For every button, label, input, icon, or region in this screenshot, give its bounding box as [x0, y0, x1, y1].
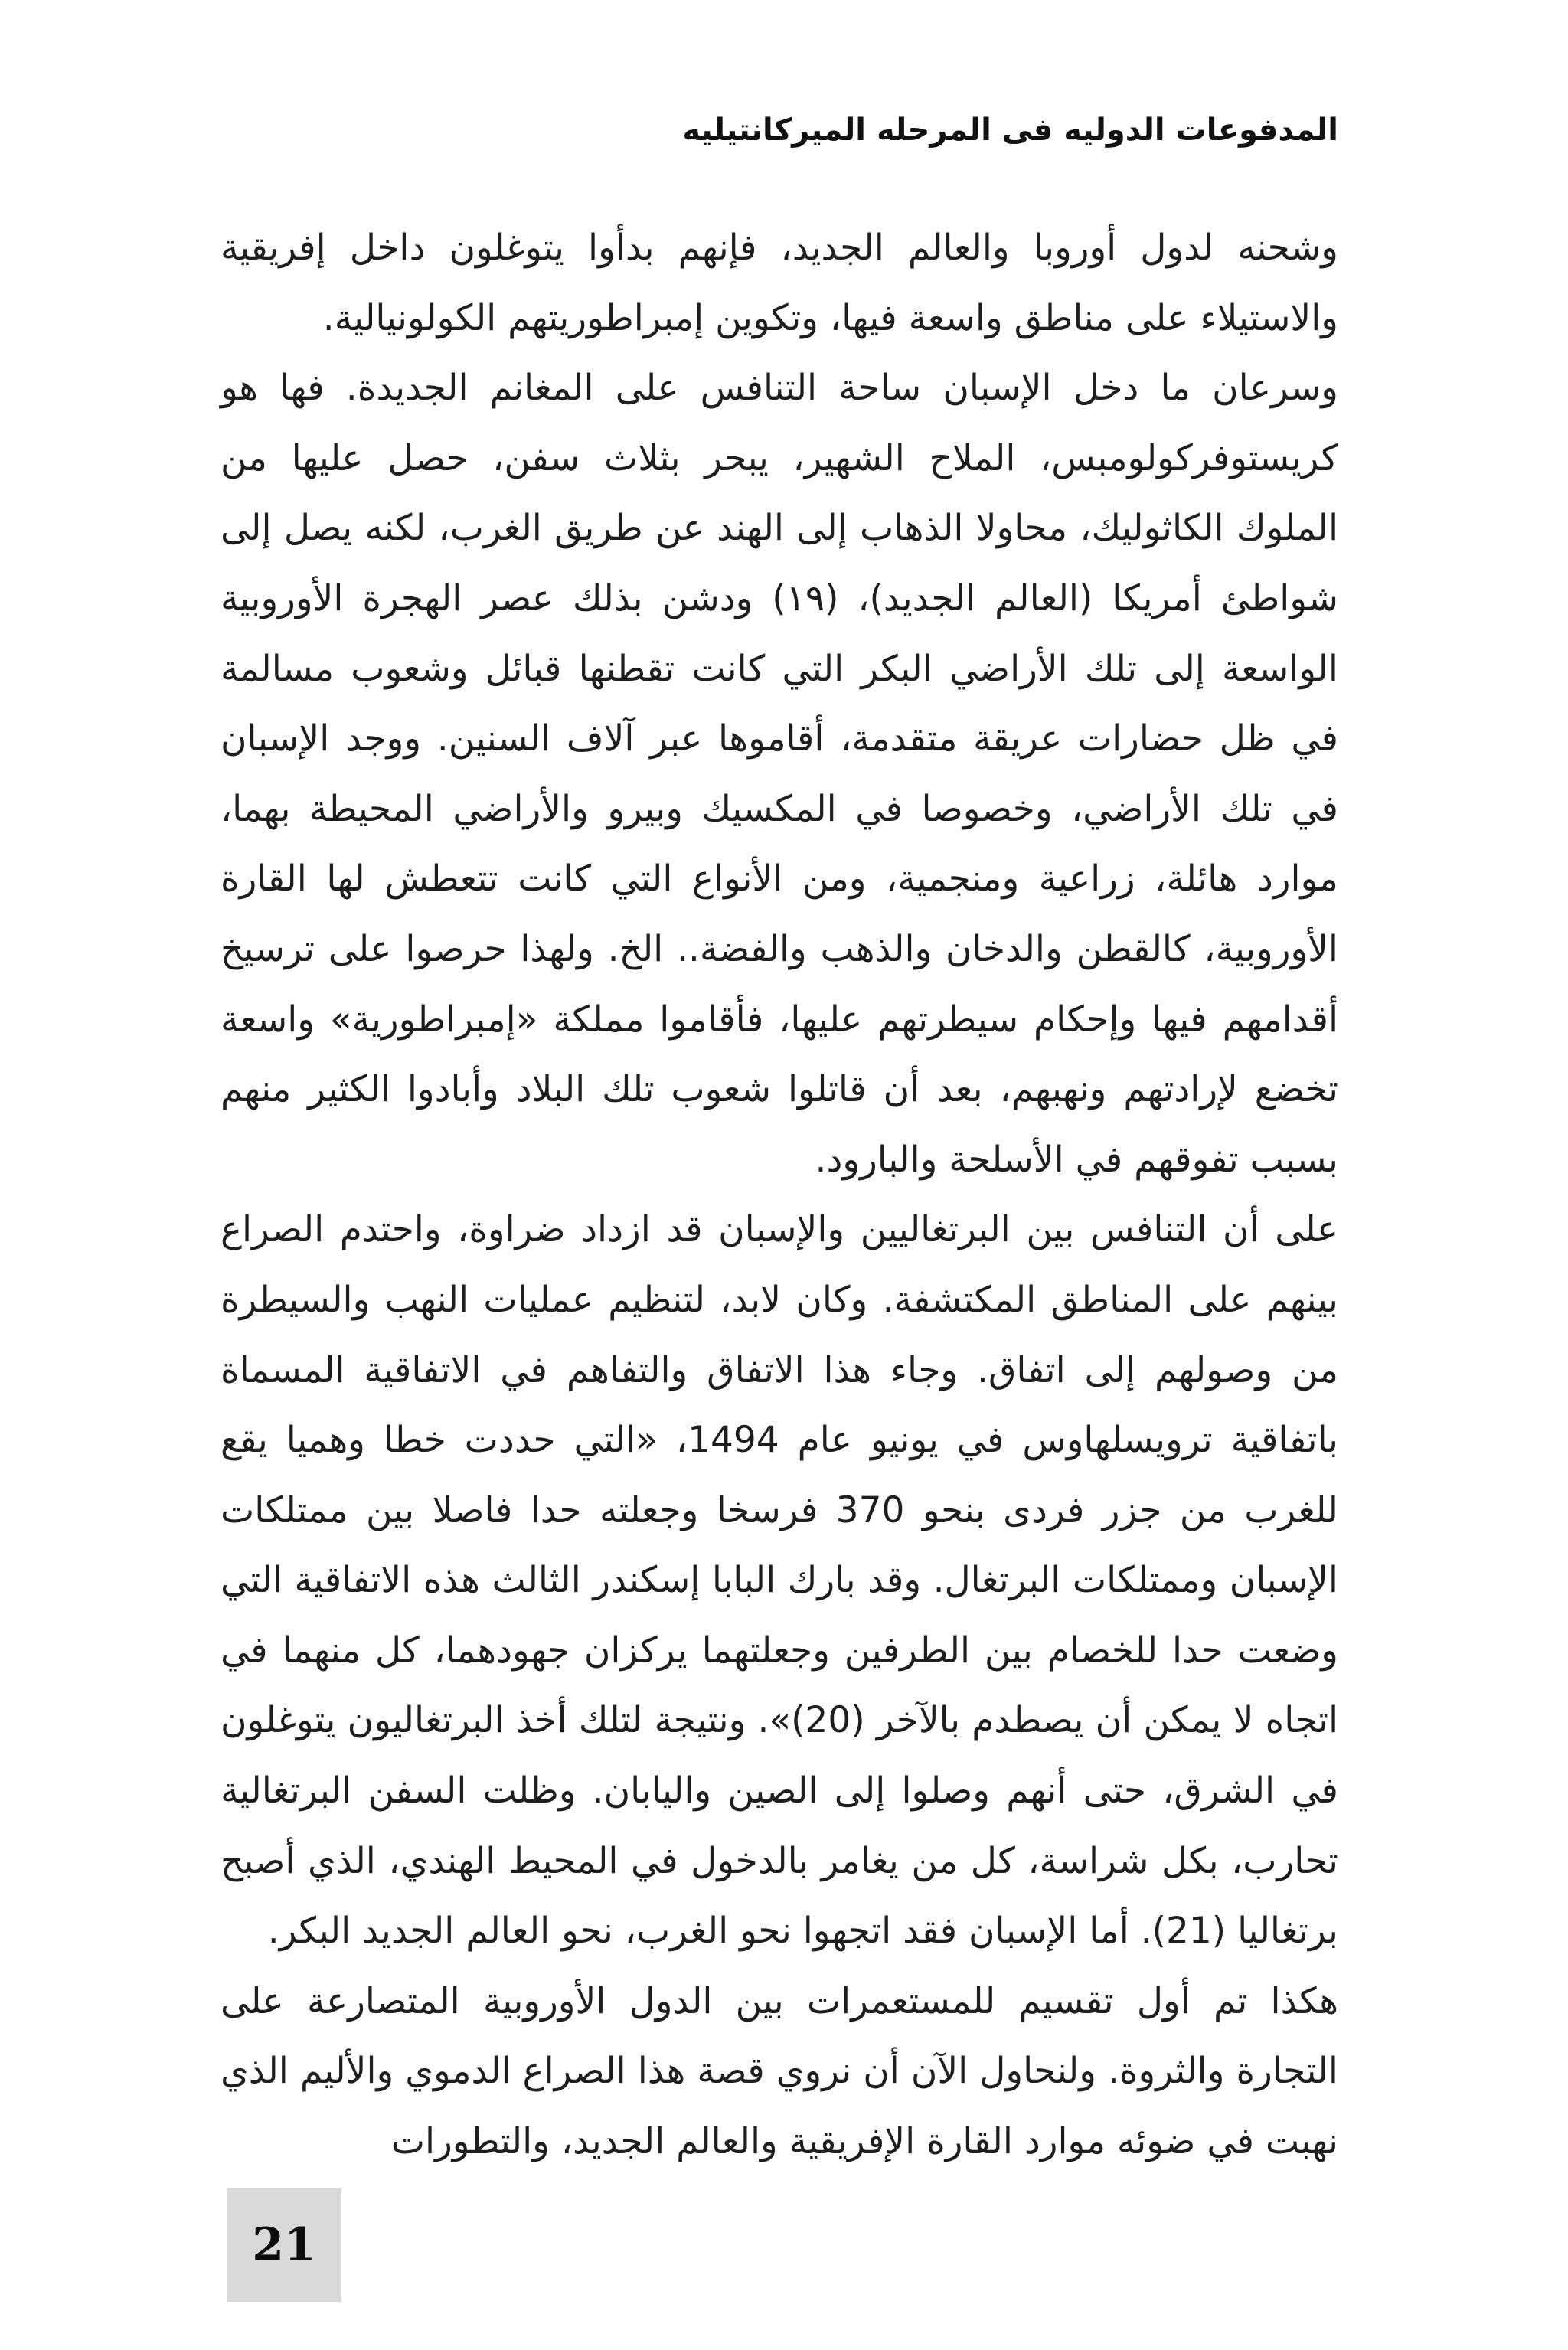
- page-number: 21: [252, 2218, 316, 2272]
- body-text: [220, 213, 1338, 2177]
- paragraph-tordesillas-treaty: على أن التنافس بين البرتغاليين والإسبان قد ازداد ضراوة، واحتدم الصراع بينهم على المناطق المكتشفة. وكان لابد، لتنظيم عمليات النهب والسيطرة من وصولهم إلى اتفاق. وجاء هذا الاتفاق والتفاهم في الاتفاقية المسماة باتفاقية ترويسلهاوس في يونيو عام 1494، «التي حددت خطا وهميا يقع للغرب من جزر فردى بنحو 370 فرسخا وجعلته حدا فاصلا بين ممتلكات الإسبان وممتلكات البرتغال. وقد بارك البابا إسكندر الثالث هذه الاتفاقية التي وضعت حدا للخصام بين الطرفين وجعلتهما يركزان جهودهما، كل منهما في اتجاه لا يمكن أن يصطدم بالآخر (20)». ونتيجة لتلك أخذ البرتغاليون يتوغلون في الشرق، حتى أنهم وصلوا إلى الصين واليابان. وظلت السفن البرتغالية تحارب، بكل شراسة، كل من يغامر بالدخول في المحيط الهندي، الذي أصبح برتغاليا (21). أما الإسبان فقد اتجهوا نحو الغرب، نحو العالم الجديد البكر.: [220, 1208, 1338, 1953]
- paragraph-first-division: هكذا تم أول تقسيم للمستعمرات بين الدول الأوروبية المتصارعة على التجارة والثروة. ولنحاول الآن أن نروي قصة هذا الصراع الدموي والأليم الذي نهبت في ضوئه موارد القارة الإفريقية والعالم الجديد، والتطورات: [220, 1979, 1338, 2163]
- paragraph-spanish-conquest: وسرعان ما دخل الإسبان ساحة التنافس على المغانم الجديدة. فها هو كريستوفركولومبس، الملاح الشهير، يبحر بثلاث سفن، حصل عليها من الملوك الكاثوليك، محاولا الذهاب إلى الهند عن طريق الغرب، لكنه يصل إلى شواطئ أمريكا (العالم الجديد)، (١٩) ودشن بذلك عصر الهجرة الأوروبية الواسعة إلى تلك الأراضي البكر التي كانت تقطنها قبائل وشعوب مسالمة في ظل حضارات عريقة متقدمة، أقاموها عبر آلاف السنين. ووجد الإسبان في تلك الأراضي، وخصوصا في المكسيك وبيرو والأراضي المحيطة بهما، موارد هائلة، زراعية ومنجمية، ومن الأنواع التي كانت تتعطش لها القارة الأوروبية، كالقطن والدخان والذهب والفضة.. الخ. ولهذا حرصوا على ترسيخ أقدامهم فيها وإحكام سيطرتهم عليها، فأقاموا مملكة «إمبراطورية» واسعة تخضع لإرادتهم ونهبهم، بعد أن قاتلوا شعوب تلك البلاد وأبادوا الكثير منهم بسبب تفوقهم في الأسلحة والبارود.: [220, 367, 1338, 1181]
- running-header-title: المدفوعات الدوليه فى المرحله الميركانتيليه: [682, 113, 1338, 148]
- paragraph-continuation: وشحنه لدول أوروبا والعالم الجديد، فإنهم بدأوا يتوغلون داخل إفريقية والاستيلاء على مناطق واسعة فيها، وتكوين إمبراطوريتهم الكولونيالية.: [220, 227, 1338, 339]
- page-number-box: [227, 2188, 341, 2302]
